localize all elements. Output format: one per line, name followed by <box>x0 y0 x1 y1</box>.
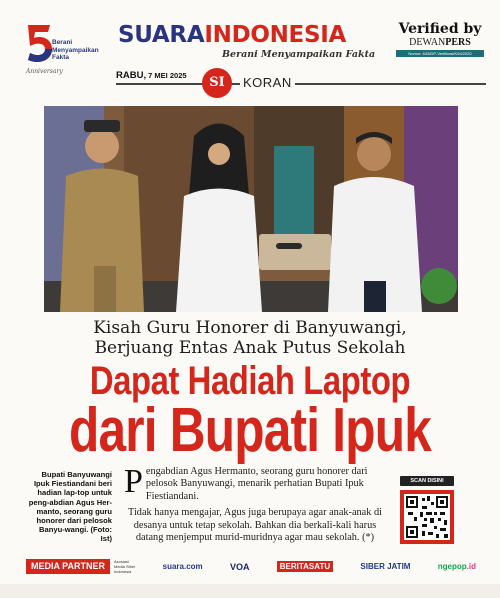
photo-caption: Bupati Banyuwangi Ipuk Fiestiandani beri hadian lap-top untuk peng-abdian Agus Her-manto, seorang guru honorer dari pelosok Banyu-wangi. (Foto: Ist) <box>28 470 112 544</box>
pers-text: PERS <box>445 37 471 48</box>
dewan-text: DEWAN <box>409 37 446 48</box>
headline-kicker-1: Kisah Guru Honorer di Banyuwangi, <box>93 318 407 338</box>
masthead-rule <box>116 83 486 85</box>
article-paragraph-1 <box>124 463 386 503</box>
article-paragraph-1-text: engabdian Agus Hermanto, seorang guru honorer dari pelosok Banyuwangi, menarik perhatian Bupati Ipuk Fiestiandani. <box>145 466 368 502</box>
ngepop-suffix: .id <box>466 562 476 571</box>
partner-suara-logo: suara.com <box>162 562 203 571</box>
headline-main-2: dari Bupati Ipuk <box>69 396 431 465</box>
partner-beritasatu-logo: BERITASATU <box>277 561 333 572</box>
masthead-tagline: Berani Menyampaikan Fakta <box>222 49 376 60</box>
issue-date-rest: 7 MEI 2025 <box>146 71 187 80</box>
anniversary-5-icon <box>22 22 56 66</box>
anniversary-line3: Fakta <box>52 54 69 61</box>
scan-here-label: SCAN DISINI <box>400 476 454 486</box>
ngepop-text: ngepop <box>437 562 467 571</box>
verification-number: Nomor: 643/DP-Verifikasi/K/III/2020 <box>396 50 484 57</box>
dewan-pers-label <box>396 37 484 49</box>
headline-kicker-2: Berjuang Entas Anak Putus Sekolah <box>94 338 406 358</box>
anniversary-logo <box>22 22 99 80</box>
partner-ngepop-logo <box>438 562 476 571</box>
drop-cap: P <box>124 463 143 500</box>
masthead-suara: SUARA <box>118 22 205 48</box>
partner-voa-logo: VOA <box>229 561 250 572</box>
headline-main-1: Dapat Hadiah Laptop <box>89 359 411 403</box>
verified-badge <box>396 22 484 57</box>
photo-handover-laptop-icon <box>44 106 458 312</box>
issue-date <box>116 70 187 81</box>
article-body <box>124 463 386 548</box>
verified-label: Verified by <box>398 21 482 37</box>
amsi-line1: Asosiasi <box>114 559 129 564</box>
anniversary-line1: Berani <box>52 39 73 46</box>
partner-logos <box>114 559 476 574</box>
masthead-title <box>118 22 346 48</box>
bottom-strip <box>0 584 500 598</box>
section-label: KORAN <box>240 75 295 90</box>
amsi-line3: Indonesia <box>114 569 132 574</box>
qr-code-icon <box>404 494 450 540</box>
qr-code[interactable] <box>400 490 454 544</box>
anniversary-line2: Menyampaikan <box>52 46 99 54</box>
anniversary-script: Anniversary <box>26 68 63 75</box>
amsi-line2: Media Siber <box>114 564 136 569</box>
news-photo <box>44 106 458 312</box>
si-logo-badge: SI <box>202 68 232 98</box>
partner-siberjatim-logo: SIBER JATIM <box>360 562 411 571</box>
masthead-indonesia: INDONESIA <box>204 22 346 48</box>
article-paragraph-2: Tidak hanya mengajar, Agus juga berupaya agar anak-anak di desanya untuk tetap sekolah. Bahkan dia berkali-kali harus datang menjemput murid-muridnya agar mau sekolah. (*) <box>128 507 382 544</box>
media-partner-label: MEDIA PARTNER <box>26 559 110 574</box>
partner-amsi-logo <box>114 559 135 574</box>
anniversary-tagline <box>52 39 99 62</box>
issue-day: RABU, <box>116 70 147 81</box>
